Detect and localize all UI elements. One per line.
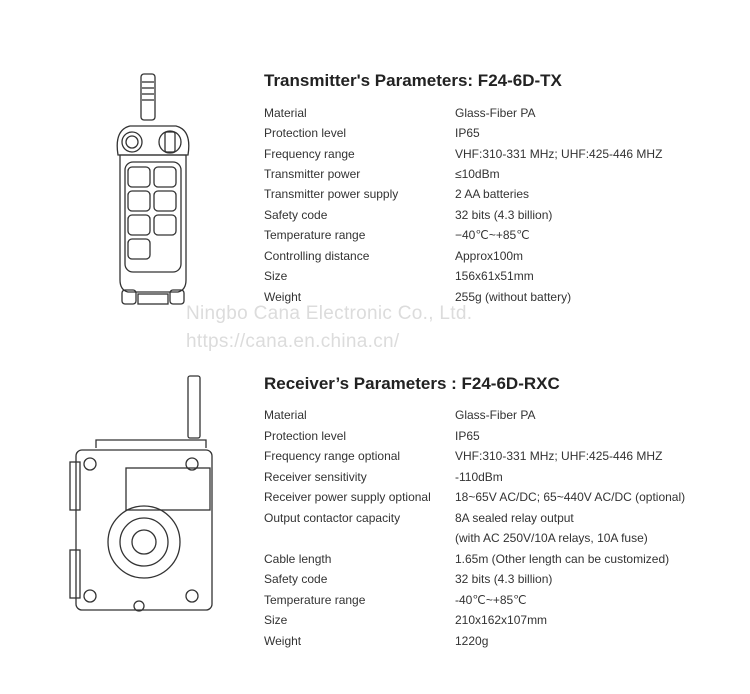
receiver-title: Receiver’s Parameters : F24-6D-RXC bbox=[264, 374, 560, 393]
table-row bbox=[264, 610, 724, 630]
spec-value: 18~65V AC/DC; 65~440V AC/DC (optional) bbox=[455, 490, 686, 504]
spec-label: Frequency range bbox=[264, 147, 355, 161]
spec-label: Size bbox=[264, 613, 288, 627]
spec-label: Protection level bbox=[264, 126, 347, 140]
spec-label: Material bbox=[264, 408, 307, 422]
spec-value: 2 AA batteries bbox=[455, 187, 530, 201]
table-row bbox=[264, 426, 724, 446]
spec-label: Safety code bbox=[264, 208, 328, 222]
spec-value: 8A sealed relay output bbox=[455, 511, 574, 525]
spec-value: 255g (without battery) bbox=[455, 290, 572, 304]
table-row bbox=[264, 631, 724, 651]
spec-value: −40℃~+85℃ bbox=[455, 228, 530, 242]
spec-label: Temperature range bbox=[264, 593, 366, 607]
spec-value: Glass-Fiber PA bbox=[455, 106, 536, 120]
spec-value: Approx100m bbox=[455, 249, 524, 263]
spec-label: Protection level bbox=[264, 429, 347, 443]
spec-label: Receiver sensitivity bbox=[264, 470, 367, 484]
table-row bbox=[264, 467, 724, 487]
spec-value: VHF:310-331 MHz; UHF:425-446 MHZ bbox=[455, 449, 663, 463]
spec-label: Transmitter power bbox=[264, 167, 361, 181]
table-row bbox=[264, 487, 724, 507]
spec-label: Cable length bbox=[264, 552, 332, 566]
spec-label: Transmitter power supply bbox=[264, 187, 399, 201]
spec-label: Output contactor capacity bbox=[264, 511, 401, 525]
table-row bbox=[264, 164, 724, 184]
table-row bbox=[264, 205, 724, 225]
spec-label: Size bbox=[264, 269, 288, 283]
table-row bbox=[264, 528, 724, 548]
table-row bbox=[264, 144, 724, 164]
table-row bbox=[264, 508, 724, 528]
table-row bbox=[264, 123, 724, 143]
table-row bbox=[264, 103, 724, 123]
spec-label: Material bbox=[264, 106, 307, 120]
spec-value: 210x162x107mm bbox=[455, 613, 548, 627]
spec-label: Weight bbox=[264, 634, 302, 648]
spec-value: IP65 bbox=[455, 429, 480, 443]
spec-label: Frequency range optional bbox=[264, 449, 401, 463]
table-row bbox=[264, 569, 724, 589]
spec-label: Weight bbox=[264, 290, 302, 304]
spec-value: 156x61x51mm bbox=[455, 269, 534, 283]
spec-label: Receiver power supply optional bbox=[264, 490, 431, 504]
transmitter-illustration bbox=[108, 70, 198, 310]
table-row bbox=[264, 184, 724, 204]
spec-value: 1220g bbox=[455, 634, 489, 648]
spec-value: (with AC 250V/10A relays, 10A fuse) bbox=[455, 531, 648, 545]
table-row bbox=[264, 246, 724, 266]
spec-value: VHF:310-331 MHz; UHF:425-446 MHZ bbox=[455, 147, 663, 161]
spec-label: Temperature range bbox=[264, 228, 366, 242]
spec-value: 32 bits (4.3 billion) bbox=[455, 208, 553, 222]
spec-value: Glass-Fiber PA bbox=[455, 408, 536, 422]
spec-value: ≤10dBm bbox=[455, 167, 500, 181]
table-row bbox=[264, 225, 724, 245]
table-row bbox=[264, 590, 724, 610]
spec-value: 1.65m (Other length can be customized) bbox=[455, 552, 670, 566]
spec-value: -110dBm bbox=[455, 470, 503, 484]
spec-value: -40℃~+85℃ bbox=[455, 593, 527, 607]
transmitter-title: Transmitter's Parameters: F24-6D-TX bbox=[264, 71, 562, 90]
spec-label: Safety code bbox=[264, 572, 328, 586]
spec-value: IP65 bbox=[455, 126, 480, 140]
watermark-company: Ningbo Cana Electronic Co., Ltd. bbox=[186, 303, 473, 324]
table-row bbox=[264, 266, 724, 286]
watermark-url: https://cana.en.china.cn/ bbox=[186, 331, 400, 352]
spec-value: 32 bits (4.3 billion) bbox=[455, 572, 553, 586]
table-row bbox=[264, 405, 724, 425]
table-row bbox=[264, 549, 724, 569]
spec-label: Controlling distance bbox=[264, 249, 370, 263]
table-row bbox=[264, 446, 724, 466]
receiver-illustration bbox=[66, 372, 226, 612]
